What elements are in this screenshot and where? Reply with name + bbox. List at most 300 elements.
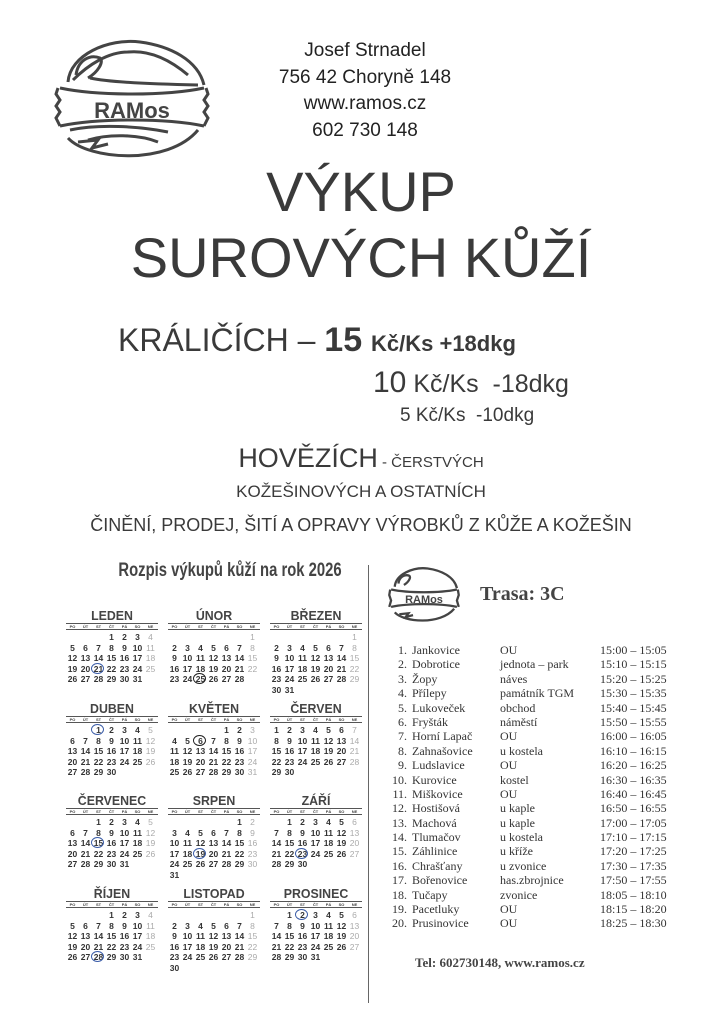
calendar-day: 3 bbox=[185, 642, 190, 653]
calendar-day: 7 bbox=[339, 642, 344, 653]
calendar-day: 15 bbox=[93, 746, 104, 756]
calendar-day: 27 bbox=[349, 941, 360, 952]
stop-number: 1. bbox=[398, 643, 407, 657]
stop-spot: jednota – park bbox=[500, 657, 569, 672]
calendar-month bbox=[270, 793, 362, 870]
calendar-day: 15 bbox=[271, 746, 282, 756]
calendar-day: 7 bbox=[211, 735, 216, 746]
stop-spot: u kaple bbox=[500, 815, 535, 830]
stop-place: Fryšták bbox=[412, 714, 448, 729]
svg-text:RAMos: RAMos bbox=[94, 98, 170, 123]
calendar-day: 8 bbox=[352, 642, 357, 653]
calendar-day: 4 bbox=[326, 910, 331, 920]
calendar-day: 29 bbox=[271, 767, 282, 777]
calendar-day: 30 bbox=[297, 859, 308, 869]
collection-day: 2 bbox=[296, 910, 309, 921]
weekday-label: PÁ bbox=[121, 624, 128, 629]
calendar-day: 23 bbox=[119, 941, 130, 952]
stop-time: 15:20 – 15:25 bbox=[600, 671, 667, 686]
calendar-day: 23 bbox=[169, 952, 180, 962]
calendar-day: 22 bbox=[284, 941, 295, 952]
calendar-day: 7 bbox=[274, 920, 279, 931]
calendar-day: 13 bbox=[80, 931, 91, 941]
weekday-label: PÁ bbox=[325, 624, 332, 629]
route-stop bbox=[390, 715, 690, 729]
calendar-month bbox=[66, 701, 158, 778]
calendar-day: 3 bbox=[122, 725, 127, 735]
fur-line: KOŽEŠINOVÝCH A OSTATNÍCH bbox=[236, 482, 486, 501]
empty-day bbox=[181, 817, 194, 828]
weekday-label: ST bbox=[95, 624, 102, 629]
calendar-day: 3 bbox=[172, 827, 177, 838]
calendar-day: 6 bbox=[224, 642, 229, 653]
calendar-day: 11 bbox=[146, 920, 155, 931]
calendar-day: 16 bbox=[119, 653, 130, 663]
empty-day bbox=[233, 910, 246, 921]
calendar-day: 2 bbox=[237, 725, 242, 735]
day-grid bbox=[66, 817, 158, 870]
stop-place: Bořenovice bbox=[412, 873, 468, 888]
stop-spot: náměstí bbox=[500, 714, 538, 729]
calendar-day: 6 bbox=[83, 920, 88, 931]
stop-place: Pacetluky bbox=[412, 902, 460, 917]
calendar-day: 2 bbox=[109, 817, 114, 827]
calendar-day: 6 bbox=[70, 827, 75, 838]
calendar-day: 17 bbox=[119, 746, 130, 756]
weekday-label: ST bbox=[95, 902, 102, 907]
stop-number: 18. bbox=[392, 887, 407, 902]
weekday-header bbox=[168, 716, 260, 723]
calendar-day: 28 bbox=[93, 674, 104, 684]
calendar-day: 30 bbox=[284, 767, 295, 777]
month-name: PROSINEC bbox=[283, 886, 349, 901]
route-stop bbox=[390, 916, 690, 930]
weekday-label: ÚT bbox=[286, 624, 293, 629]
calendar-day: 18 bbox=[145, 653, 156, 663]
stop-time: 18:25 – 18:30 bbox=[600, 916, 667, 931]
route-stop bbox=[390, 686, 690, 700]
calendar-day: 5 bbox=[339, 817, 344, 827]
day-grid bbox=[270, 910, 362, 963]
weekday-label: PO bbox=[171, 902, 178, 907]
calendar-day: 15 bbox=[284, 838, 295, 848]
weekday-header bbox=[168, 901, 260, 908]
rabbit-label: KRÁLIČÍCH – bbox=[118, 322, 316, 358]
calendar-day: 18 bbox=[195, 663, 206, 674]
price-tier-2 bbox=[373, 368, 569, 399]
month-name: KVĚTEN bbox=[188, 701, 240, 716]
calendar-day: 2 bbox=[250, 817, 255, 827]
calendar-day: 23 bbox=[271, 674, 282, 684]
calendar-day: 31 bbox=[119, 859, 130, 869]
calendar-day: 25 bbox=[310, 756, 321, 767]
calendar-day: 15 bbox=[284, 931, 295, 941]
stop-spot: zvonice bbox=[500, 887, 538, 902]
calendar-day: 3 bbox=[250, 725, 255, 735]
calendar-day: 20 bbox=[195, 756, 206, 767]
stop-spot: OU bbox=[500, 758, 518, 773]
calendar-day: 15 bbox=[106, 653, 117, 663]
calendar-day: 18 bbox=[297, 663, 308, 674]
day-grid bbox=[66, 632, 158, 685]
calendar-day: 16 bbox=[297, 931, 308, 941]
empty-day bbox=[220, 817, 233, 828]
weekday-label: NE bbox=[147, 902, 154, 907]
calendar-day: 13 bbox=[221, 931, 232, 941]
route-footer: Tel: 602730148, www.ramos.cz bbox=[415, 955, 585, 970]
tier1-unit: Kč/Ks +18dkg bbox=[371, 331, 516, 356]
calendar-day: 26 bbox=[145, 756, 156, 767]
stop-place: Lukoveček bbox=[412, 700, 466, 715]
calendar-day: 20 bbox=[67, 756, 78, 767]
calendar-day: 30 bbox=[106, 859, 117, 869]
calendar-day: 5 bbox=[211, 920, 216, 931]
weekday-label: PO bbox=[273, 717, 280, 722]
calendar-day: 4 bbox=[135, 817, 140, 827]
calendar-day: 20 bbox=[221, 941, 232, 952]
calendar-day: 18 bbox=[182, 848, 193, 859]
calendar-day: 31 bbox=[132, 952, 143, 962]
calendar-day: 14 bbox=[349, 735, 360, 746]
calendar-day: 22 bbox=[271, 756, 282, 767]
calendar-day: 5 bbox=[326, 725, 331, 735]
calendar-day: 16 bbox=[106, 838, 117, 848]
calendar-day: 5 bbox=[198, 827, 203, 838]
calendar-day: 7 bbox=[83, 735, 88, 746]
calendar-day: 4 bbox=[148, 632, 153, 642]
calendar-day: 17 bbox=[132, 653, 143, 663]
calendar-day: 9 bbox=[122, 920, 127, 931]
weekday-label: ČT bbox=[210, 902, 217, 907]
weekday-label: ČT bbox=[108, 624, 115, 629]
calendar-day: 8 bbox=[274, 735, 279, 746]
calendar-day: 6 bbox=[339, 725, 344, 735]
calendar-day: 20 bbox=[67, 848, 78, 859]
day-grid bbox=[66, 910, 158, 963]
empty-day bbox=[233, 632, 246, 643]
empty-day bbox=[181, 910, 194, 921]
empty-day bbox=[66, 910, 79, 921]
stop-spot: u zvonice bbox=[500, 858, 547, 873]
calendar-day: 27 bbox=[323, 674, 334, 684]
weekday-label: ST bbox=[299, 624, 306, 629]
calendar-day: 2 bbox=[122, 632, 127, 642]
ramos-logo-small bbox=[385, 563, 463, 627]
empty-day bbox=[194, 725, 207, 736]
calendar-day: 14 bbox=[234, 653, 245, 663]
calendar-day: 22 bbox=[247, 663, 258, 674]
calendar-day: 12 bbox=[336, 827, 347, 838]
stop-spot: u kříže bbox=[500, 844, 533, 859]
weekday-label: ST bbox=[299, 717, 306, 722]
calendar-day: 4 bbox=[198, 920, 203, 931]
calendar-day: 27 bbox=[80, 674, 91, 684]
calendar-day: 10 bbox=[132, 642, 143, 653]
calendar-day: 19 bbox=[67, 663, 78, 674]
calendar-day: 8 bbox=[96, 735, 101, 746]
calendar-day: 16 bbox=[247, 838, 258, 848]
route-stop bbox=[390, 744, 690, 758]
weekday-header bbox=[270, 623, 362, 630]
weekday-label: NE bbox=[249, 717, 256, 722]
calendar-day: 15 bbox=[221, 746, 232, 756]
route-stop bbox=[390, 801, 690, 815]
calendar-day: 17 bbox=[247, 746, 258, 756]
empty-day bbox=[270, 632, 283, 643]
calendar-day: 7 bbox=[224, 827, 229, 838]
calendar-day: 14 bbox=[80, 746, 91, 756]
calendar-day: 24 bbox=[182, 952, 193, 962]
weekday-header bbox=[270, 901, 362, 908]
calendar-day: 29 bbox=[106, 952, 117, 962]
calendar-day: 21 bbox=[234, 941, 245, 952]
weekday-label: PO bbox=[69, 624, 76, 629]
weekday-label: PO bbox=[69, 902, 76, 907]
empty-day bbox=[181, 632, 194, 643]
weekday-label: ST bbox=[299, 902, 306, 907]
calendar-day: 1 bbox=[109, 910, 114, 920]
stop-place: Prusinovice bbox=[412, 916, 469, 931]
empty-day bbox=[220, 632, 233, 643]
day-grid bbox=[270, 632, 362, 695]
empty-day bbox=[168, 632, 181, 643]
calendar-day: 3 bbox=[313, 817, 318, 827]
calendar-day: 26 bbox=[195, 859, 206, 869]
calendar-day: 16 bbox=[106, 746, 117, 756]
weekday-label: PO bbox=[273, 624, 280, 629]
day-grid bbox=[168, 632, 260, 685]
calendar-day: 6 bbox=[326, 642, 331, 653]
stop-spot: OU bbox=[500, 643, 518, 657]
stop-time: 16:40 – 16:45 bbox=[600, 786, 667, 801]
stop-place: Žopy bbox=[412, 671, 438, 686]
stop-number: 17. bbox=[392, 873, 407, 888]
weekday-label: SO bbox=[134, 624, 141, 629]
empty-day bbox=[309, 632, 322, 643]
day-grid bbox=[270, 725, 362, 778]
calendar-day: 8 bbox=[96, 827, 101, 838]
calendar-day: 12 bbox=[310, 653, 321, 663]
stop-number: 9. bbox=[398, 758, 407, 773]
contact-address: 756 42 Chorynĕ 148 bbox=[278, 66, 452, 88]
route-stop bbox=[390, 758, 690, 772]
calendar-day: 26 bbox=[145, 848, 156, 859]
calendar-day: 6 bbox=[83, 642, 88, 653]
calendar-day: 20 bbox=[336, 746, 347, 756]
stop-time: 16:10 – 16:15 bbox=[600, 743, 667, 758]
day-grid bbox=[168, 725, 260, 778]
calendar-day: 11 bbox=[133, 827, 142, 838]
day-grid bbox=[66, 725, 158, 778]
weekday-label: SO bbox=[134, 809, 141, 814]
calendar-day: 5 bbox=[148, 725, 153, 735]
title-line-2: SUROVÝCH KŮŽÍ bbox=[130, 226, 592, 289]
weekday-label: SO bbox=[134, 717, 141, 722]
calendar-day: 19 bbox=[310, 663, 321, 674]
calendar-day: 17 bbox=[169, 848, 180, 859]
month-name: LEDEN bbox=[91, 608, 133, 623]
weekday-label: SO bbox=[338, 902, 345, 907]
calendar-day: 7 bbox=[237, 920, 242, 931]
weekday-header bbox=[270, 808, 362, 815]
stop-number: 19. bbox=[392, 902, 407, 917]
calendar-day: 23 bbox=[234, 756, 245, 767]
calendar-day: 12 bbox=[182, 746, 193, 756]
calendar-day: 12 bbox=[67, 653, 78, 663]
month-name: BŘEZEN bbox=[290, 608, 342, 623]
stop-number: 6. bbox=[398, 714, 407, 729]
weekday-header bbox=[168, 623, 260, 630]
calendar-day: 1 bbox=[274, 725, 279, 735]
calendar-day: 29 bbox=[349, 674, 360, 684]
calendar-day: 24 bbox=[169, 859, 180, 869]
stop-place: Přílepy bbox=[412, 686, 447, 701]
calendar-day: 4 bbox=[135, 725, 140, 735]
calendar-month bbox=[270, 701, 362, 778]
calendar-day: 16 bbox=[234, 746, 245, 756]
weekday-label: ÚT bbox=[286, 717, 293, 722]
calendar-day: 30 bbox=[106, 767, 117, 777]
calendar-day: 10 bbox=[247, 735, 258, 746]
calendar-day: 12 bbox=[208, 653, 219, 663]
route-stop bbox=[390, 859, 690, 873]
stop-time: 16:20 – 16:25 bbox=[600, 758, 667, 773]
svg-text:RAMos: RAMos bbox=[405, 594, 443, 607]
calendar-day: 18 bbox=[195, 941, 206, 952]
calendar-day: 24 bbox=[119, 756, 130, 767]
stop-time: 16:30 – 16:35 bbox=[600, 772, 667, 787]
empty-day bbox=[168, 817, 181, 828]
route-stop bbox=[390, 657, 690, 671]
calendar-day: 18 bbox=[310, 746, 321, 756]
empty-day bbox=[270, 817, 283, 828]
calendar-day: 10 bbox=[297, 735, 308, 746]
weekday-header bbox=[66, 808, 158, 815]
calendar-day: 31 bbox=[247, 767, 258, 777]
empty-day bbox=[79, 910, 92, 921]
calendar-day: 21 bbox=[208, 756, 219, 767]
stop-spot: u kostela bbox=[500, 830, 543, 845]
stop-number: 3. bbox=[398, 671, 407, 686]
weekday-header bbox=[270, 716, 362, 723]
collection-day: 28 bbox=[93, 952, 104, 962]
calendar-day: 24 bbox=[310, 848, 321, 859]
calendar-day: 4 bbox=[185, 827, 190, 838]
calendar-day: 10 bbox=[310, 920, 321, 931]
calendar-day: 26 bbox=[310, 674, 321, 684]
stop-place: Kurovice bbox=[412, 772, 457, 787]
stop-time: 17:50 – 17:55 bbox=[600, 873, 667, 888]
route-stop bbox=[390, 902, 690, 916]
calendar-day: 9 bbox=[109, 735, 114, 746]
calendar-day: 10 bbox=[119, 735, 130, 746]
calendar-day: 10 bbox=[132, 920, 143, 931]
calendar-day: 12 bbox=[208, 931, 219, 941]
calendar-day: 1 bbox=[352, 632, 357, 642]
weekday-label: NE bbox=[147, 717, 154, 722]
calendar-day: 6 bbox=[352, 817, 357, 827]
contact-web[interactable]: www.ramos.cz bbox=[303, 93, 427, 114]
calendar-day: 5 bbox=[339, 910, 344, 920]
weekday-label: ST bbox=[197, 902, 204, 907]
stop-spot: u kaple bbox=[500, 801, 535, 816]
calendar-day: 19 bbox=[208, 941, 219, 952]
calendar-day: 5 bbox=[70, 642, 75, 653]
weekday-label: SO bbox=[338, 624, 345, 629]
weekday-label: PO bbox=[273, 902, 280, 907]
stop-place: Zahnašovice bbox=[412, 743, 473, 758]
weekday-header bbox=[66, 716, 158, 723]
weekday-label: ÚT bbox=[184, 809, 191, 814]
calendar-day: 9 bbox=[250, 827, 255, 838]
calendar-day: 3 bbox=[287, 642, 292, 653]
weekday-label: ÚT bbox=[286, 902, 293, 907]
weekday-label: ČT bbox=[210, 717, 217, 722]
weekday-label: NE bbox=[351, 809, 358, 814]
collection-day: 1 bbox=[92, 725, 105, 736]
calendar-day: 8 bbox=[287, 827, 292, 838]
stop-time: 16:50 – 16:55 bbox=[600, 801, 667, 816]
calendar-day: 9 bbox=[274, 653, 279, 663]
calendar-day: 27 bbox=[221, 674, 232, 684]
contact-name: Josef Strnadel bbox=[304, 40, 426, 61]
calendar-day: 11 bbox=[298, 653, 307, 663]
weekday-label: ÚT bbox=[184, 717, 191, 722]
calendar-day: 12 bbox=[336, 920, 347, 931]
stop-time: 17:00 – 17:05 bbox=[600, 815, 667, 830]
calendar-day: 6 bbox=[352, 910, 357, 920]
divider-vertical bbox=[368, 565, 369, 1003]
empty-day bbox=[207, 725, 220, 736]
stop-number: 11. bbox=[392, 786, 407, 801]
calendar-day: 10 bbox=[169, 838, 180, 848]
weekday-label: PO bbox=[171, 809, 178, 814]
calendar-day: 19 bbox=[336, 931, 347, 941]
title-line-1: VÝKUP bbox=[266, 160, 456, 223]
calendar-day: 28 bbox=[271, 859, 282, 869]
calendar-day: 28 bbox=[208, 767, 219, 777]
calendar-day: 28 bbox=[80, 859, 91, 869]
calendar-day: 11 bbox=[311, 735, 320, 746]
stop-number: 20. bbox=[392, 916, 407, 931]
month-name: ÚNOR bbox=[195, 608, 233, 623]
calendar-day: 21 bbox=[271, 941, 282, 952]
stop-spot: OU bbox=[500, 916, 518, 931]
calendar-day: 13 bbox=[208, 838, 219, 848]
calendar-day: 10 bbox=[119, 827, 130, 838]
stop-time: 16:00 – 16:05 bbox=[600, 729, 667, 744]
calendar-day: 4 bbox=[313, 725, 318, 735]
weekday-label: ČT bbox=[312, 902, 319, 907]
tier2-unit: Kč/Ks -18dkg bbox=[413, 370, 569, 398]
weekday-label: ÚT bbox=[184, 624, 191, 629]
calendar-day: 25 bbox=[169, 767, 180, 777]
calendar-day: 22 bbox=[247, 941, 258, 952]
calendar-day: 3 bbox=[185, 920, 190, 931]
calendar-day: 26 bbox=[323, 756, 334, 767]
calendar-day: 8 bbox=[287, 920, 292, 931]
calendar-day: 3 bbox=[135, 632, 140, 642]
calendar-title: Rozpis výkupů kůží na rok 2026 bbox=[118, 560, 342, 581]
calendar-day: 2 bbox=[122, 910, 127, 920]
stop-number: 2. bbox=[398, 657, 407, 672]
calendar-day: 28 bbox=[80, 767, 91, 777]
calendar-day: 27 bbox=[80, 952, 91, 962]
calendar-day: 19 bbox=[336, 838, 347, 848]
weekday-label: ST bbox=[197, 717, 204, 722]
weekday-label: ÚT bbox=[82, 624, 89, 629]
calendar-day: 19 bbox=[182, 756, 193, 767]
